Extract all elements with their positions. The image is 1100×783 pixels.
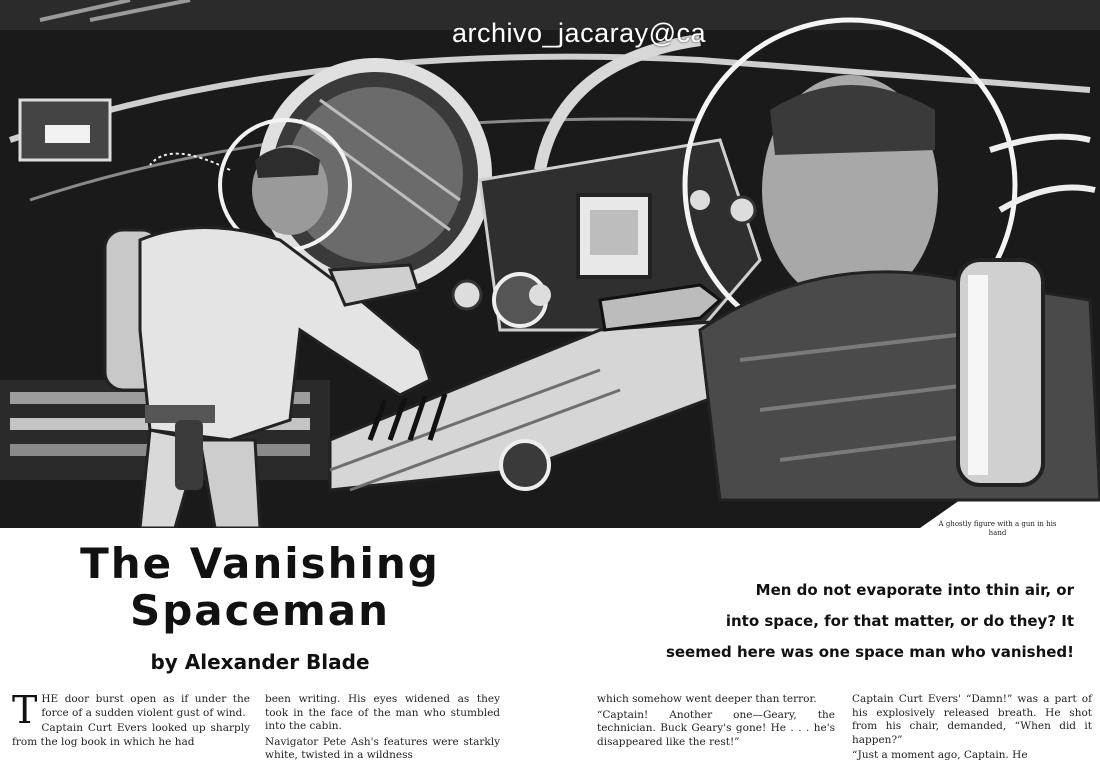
paragraph: “Just a moment ago, Captain. He [852, 749, 1028, 761]
paragraph: HE door burst open as if under the force of a sudden violent gust of wind. [41, 693, 250, 719]
paragraph: Captain Curt Evers looked up sharply from the log book in which he had [12, 722, 250, 748]
author-byline: by Alexander Blade [150, 650, 370, 674]
text-column-1 [12, 688, 250, 751]
blurb-line-3: seemed here was one space man who vanished! [665, 643, 1074, 661]
blurb-line-1: Men do not evaporate into thin air, or [755, 581, 1074, 599]
paragraph: Captain Curt Evers' “Damn!” was a part of his explosively released breath. He shot from his chair, demanded, “When did it happen?” [852, 693, 1092, 746]
illustration-caption: A ghostly figure with a gun in his hand [938, 520, 1057, 537]
paragraph: Navigator Pete Ash's features were starkly white, twisted in a wildness [265, 735, 500, 761]
text-column-3 [597, 693, 835, 751]
text-column-4 [852, 693, 1092, 765]
paragraph: which somehow went deeper than terror. [597, 693, 817, 705]
text-column-2 [265, 693, 500, 765]
drop-cap: T [12, 688, 38, 732]
paragraph: been writing. His eyes widened as they took in the face of the man who stumbled into the cabin. [265, 693, 500, 732]
watermark-text: archivo_jacaray@ca [452, 18, 707, 48]
paragraph: “Captain! Another one—Geary, the technician. Buck Geary's gone! He . . . he's disappeared like the rest!” [597, 708, 835, 748]
story-blurb [612, 575, 1074, 668]
title-line-2: Spaceman [129, 586, 391, 635]
story-title [70, 540, 450, 634]
blurb-line-2: into space, for that matter, or do they? It [725, 612, 1074, 630]
title-line-1: The Vanishing [80, 539, 440, 588]
